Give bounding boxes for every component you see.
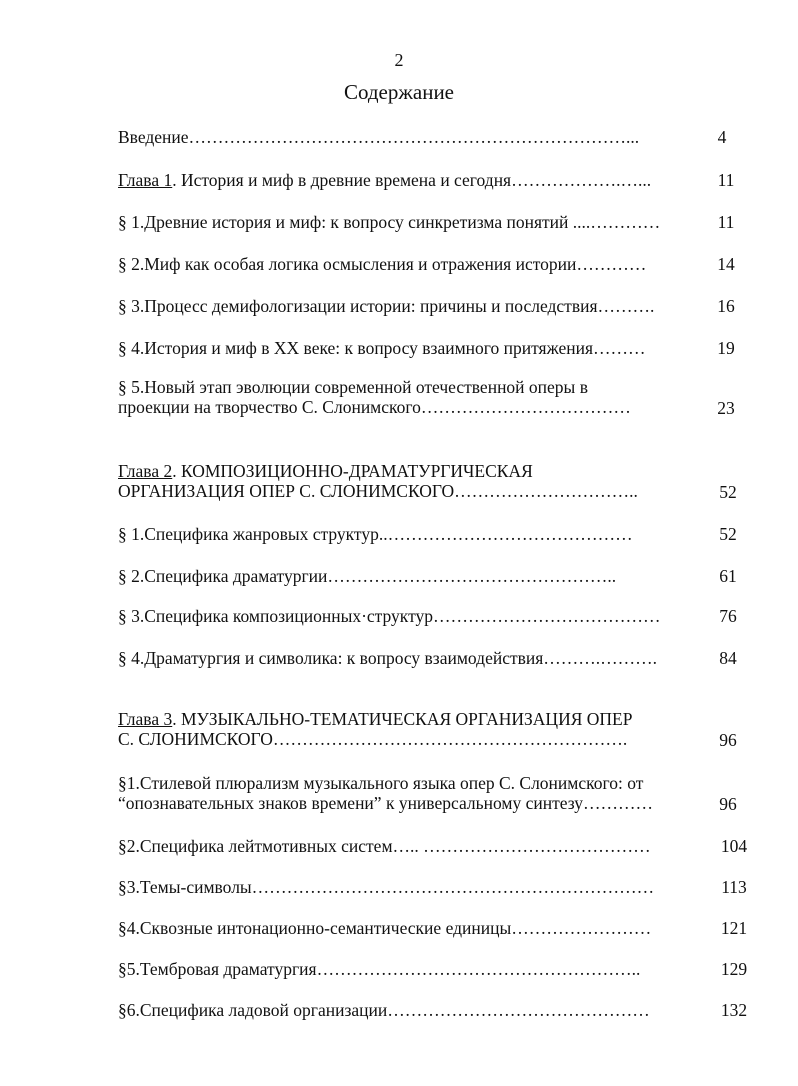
toc-entry-section[interactable] [118, 877, 698, 897]
toc-entry-label: § 4.Драматургия и символика: к вопросу взаимодействия……….………. [118, 648, 658, 668]
toc-page-number: 4 [717, 127, 727, 147]
toc-entry-label: § 5.Новый этап эволюции современной отечественной оперы в [118, 377, 588, 397]
toc-page-number: 16 [717, 296, 735, 316]
toc-entry-label: . КОМПОЗИЦИОННО-ДРАМАТУРГИЧЕСКАЯ [172, 461, 533, 481]
toc-page-number: 76 [719, 606, 737, 626]
toc-entry-introduction[interactable] [118, 127, 698, 147]
toc-entry-section[interactable] [118, 524, 698, 544]
toc-entry-section[interactable] [118, 606, 698, 626]
toc-page-number: 113 [721, 877, 747, 897]
toc-page-number: 96 [719, 730, 737, 750]
toc-page-number: 11 [717, 170, 735, 190]
toc-entry-label: §4.Сквозные интонационно-семантические единицы…………………… [118, 918, 652, 938]
toc-entry-section[interactable] [118, 959, 698, 979]
toc-entry-label: § 1.Древние история и миф: к вопросу синкретизма понятий ....………… [118, 212, 661, 232]
toc-entry-section[interactable] [118, 773, 698, 813]
toc-entry-label: § 3.Специфика композиционных·структур………………………………… [118, 606, 661, 626]
toc-entry-section[interactable] [118, 918, 698, 938]
toc-entry-section[interactable] [118, 377, 698, 417]
toc-entry-label: . История и миф в древние времена и сегодня……………….…... [172, 170, 652, 190]
toc-page-number: 132 [720, 1000, 748, 1020]
toc-entry-label: § 4.История и миф в XX веке: к вопросу взаимного притяжения……… [118, 338, 646, 358]
toc-entry-label-continued: проекции на творчество С. Слонимского……………………………… [118, 397, 631, 417]
chapter-label: Глава 2 [118, 461, 173, 481]
toc-entry-section[interactable] [118, 648, 698, 668]
toc-entry-section[interactable] [118, 836, 698, 856]
toc-page-number: 84 [719, 648, 737, 668]
toc-entry-section[interactable] [118, 254, 698, 274]
toc-entry-label: § 2.Миф как особая логика осмысления и отражения истории………… [118, 254, 647, 274]
toc-page-number: 104 [720, 836, 748, 856]
toc-entry-label-continued: “опознавательных знаков времени” к универсальному синтезу………… [118, 793, 653, 813]
toc-page-number: 61 [719, 566, 737, 586]
toc-page-number: 19 [717, 338, 735, 358]
toc-entry-label: §2.Специфика лейтмотивных систем….. ………………………………… [118, 836, 651, 856]
toc-page-number: 11 [717, 212, 735, 232]
toc-page-number: 52 [719, 482, 737, 502]
toc-page-number: 96 [719, 794, 737, 814]
toc-entry-label: § 3.Процесс демифологизации истории: причины и последствия………. [118, 296, 655, 316]
toc-entry-section[interactable] [118, 338, 698, 358]
toc-entry-section[interactable] [118, 1000, 698, 1020]
toc-entry-label: §6.Специфика ладовой организации……………………………………… [118, 1000, 650, 1020]
toc-entry-chapter-3[interactable] [118, 709, 698, 749]
toc-page-number: 121 [720, 918, 748, 938]
toc-entry-label: Введение…………………………………………………………………... [118, 127, 640, 147]
toc-entry-chapter-2[interactable] [118, 461, 698, 501]
toc-entry-label: § 1.Специфика жанровых структур..…………………………………… [118, 524, 633, 544]
toc-entry-label: §1.Стилевой плюрализм музыкального языка опер С. Слонимского: от [118, 773, 644, 793]
toc-entry-label-continued: С. СЛОНИМСКОГО……………………………………………………. [118, 729, 628, 749]
chapter-label: Глава 1 [118, 170, 173, 190]
toc-title: Содержание [343, 80, 455, 104]
toc-entry-section[interactable] [118, 296, 698, 316]
toc-entry-section[interactable] [118, 212, 698, 232]
toc-entry-label: § 2.Специфика драматургии………………………………………….. [118, 566, 617, 586]
toc-page-number: 23 [717, 398, 735, 418]
toc-entry-label-continued: ОРГАНИЗАЦИЯ ОПЕР С. СЛОНИМСКОГО………………………….. [118, 481, 638, 501]
toc-entry-chapter-1[interactable] [118, 170, 698, 190]
page-number: 2 [394, 50, 404, 70]
chapter-label: Глава 3 [118, 709, 173, 729]
toc-page-number: 14 [717, 254, 735, 274]
toc-entry-section[interactable] [118, 566, 698, 586]
toc-entry-label: §3.Темы-символы…………………………………………………………… [118, 877, 655, 897]
toc-page-number: 52 [719, 524, 737, 544]
toc-page-number: 129 [720, 959, 748, 979]
toc-entry-label: . МУЗЫКАЛЬНО-ТЕМАТИЧЕСКАЯ ОРГАНИЗАЦИЯ ОПЕР [172, 709, 633, 729]
toc-entry-label: §5.Тембровая драматургия……………………………………………….. [118, 959, 641, 979]
